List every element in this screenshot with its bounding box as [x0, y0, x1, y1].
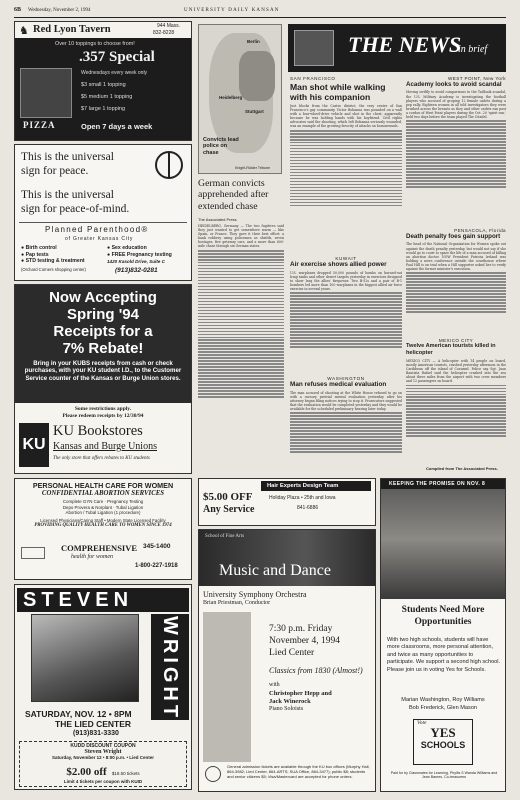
yes-headline1: Students Need More	[401, 605, 485, 615]
music-with: with	[269, 682, 280, 688]
ku-bookstores-ad	[14, 284, 192, 474]
phc-clinic: COMPREHENSIVE	[61, 543, 138, 553]
sw-phone: (913)831-3330	[73, 730, 119, 737]
red-lyon-line4: $7 large 1 topping	[81, 106, 126, 112]
news-banner	[288, 24, 506, 72]
hair-location: Holiday Plaza • 25th and Iowa	[269, 495, 336, 501]
map-label: Stuttgart	[245, 109, 264, 114]
paper-name: UNIVERSITY DAILY KANSAN	[184, 7, 280, 13]
yes-logo-vote: Vote	[417, 720, 427, 726]
phc-service: Complete GYN Care	[62, 499, 104, 504]
phc-note: Licensed Physicians/Caring Staff • Modern State Licensed Facility	[40, 517, 166, 523]
yes-banner: KEEPING THE PROMISE ON NOV. 8	[389, 481, 486, 487]
sw-price: $2.00 off	[66, 766, 107, 778]
sf-body-text: Just blocks from the Castro district, the very center of San Francisco's gay community, Victor Bohanna was pounded on a wall with a four-wheel-drive vehicle and shot in the chest, apparently because he was holding hands with his boyfriend. Civil rights advocates said the shooting, which left Bohanna seriously wounded, was an example of the growing ferocity of attacks on homosexuals.	[290, 104, 402, 129]
sw-name2: WRIGHT	[159, 616, 181, 722]
kubs-subtitle: Kansas and Burge Unions	[53, 441, 157, 452]
music-admission: General admission tickets are available through the KU box offices (Murphy Hall, 864-3982; Lied Center, 864-ARTS; SUA Office, 864-3477); public $8; students and senior citizens $5; Visa/Mastercard are accepted for phone orders.	[227, 764, 370, 779]
map-label: Heidelberg	[219, 95, 243, 100]
map-title: Convicts lead police on chase	[203, 137, 239, 156]
washington-body	[290, 391, 402, 475]
hair-offer2: Any Service	[203, 504, 255, 515]
sw-venue: THE LIED CENTER	[55, 719, 132, 729]
pp-service: Pap tests	[25, 251, 49, 258]
pensacola-headline: Death penalty foes gain support	[406, 233, 501, 240]
west-point-body-text: Moving swiftly to avoid comparisons to the Tailhook scandal, the U.S. Military Academy is investigating the football players who accused of groping 12 female cadets during a pep rally. Eighteen women in all told investigators they were brushed across the breasts as they and other cadets ran past a cordon of West Point players during the Oct. 20 'spirit run,' held two days before the team played The Citadel.	[406, 90, 506, 119]
red-lyon-phone: 832-8228	[153, 30, 175, 36]
music-soloist2: Jack Winerock	[269, 698, 311, 705]
phc-phone1: 345-1400	[143, 543, 171, 550]
music-school: School of Fine Arts	[205, 534, 245, 539]
red-lyon-hours: Open 7 days a week	[81, 122, 153, 131]
german-body-text: HEIDELBERG, Germany — The two fugitives said they just wanted to get somewhere warm — like Spain, or France. They gave it their best effort: a bank robbery using policemen as shields, seven hostages, five getaway cars, and a more than 600-mile chase through six German states.	[198, 224, 284, 249]
music-dance-ad	[198, 529, 376, 792]
yes-signers2: Bob Frederick, Glen Mason	[408, 705, 478, 711]
phc-slogan: PROVIDING QUALITY HEALTH CARE TO WOMEN SINCE 1974	[34, 522, 172, 528]
red-lyon-tavern-ad	[14, 21, 192, 141]
washington-headline: Man refuses medical evaluation	[290, 381, 387, 388]
washington-dateline: WASHINGTON	[327, 376, 365, 381]
ku-seal-icon	[205, 766, 221, 782]
sw-price-note: $18.50 tickets	[111, 771, 140, 776]
map-credit: Knight-Ridder Tribune	[235, 166, 270, 170]
sw-coupon-sub: Steven Wright	[84, 749, 122, 755]
yes-body: With two high schools, students will have more classrooms, more personal attention, and twice as many opportunities to participate. We support a second high school. Please join us in voting Yes for Schools.	[387, 637, 501, 673]
sw-coupon	[19, 741, 187, 787]
news-banner-sub: in brief	[458, 44, 488, 55]
west-point-story	[406, 76, 506, 226]
schools-photo	[381, 479, 505, 599]
hair-offer: $5.00 OFF	[203, 491, 253, 503]
kuwait-dateline: KUWAIT	[335, 256, 357, 261]
yes-headline2: Opportunities	[414, 617, 472, 627]
kubs-headline1: Now Accepting	[49, 289, 157, 306]
news-banner-title: THE NEWS	[348, 32, 462, 57]
map-label: Berlin	[247, 39, 260, 44]
mexico-headline: Twelve American tourists killed in helicopter	[406, 343, 496, 356]
hair-title: Hair Experts Design Team	[267, 482, 339, 489]
west-point-body	[406, 90, 506, 222]
german-byline: The Associated Press	[198, 217, 237, 222]
pensacola-story	[406, 228, 506, 338]
pp-line3: This is the universal	[21, 189, 114, 201]
sf-dateline: SAN FRANCISCO	[290, 76, 336, 81]
mexico-body	[406, 359, 506, 465]
red-lyon-line2: $3 small 1 topping	[81, 82, 126, 88]
yes-schools-logo	[413, 719, 473, 765]
phc-services: Complete GYN Care · Pregnancy Testing Depo Provera & Norplant · Tubal Ligation Abortion / Tubal Ligation (1 procedure)	[62, 499, 144, 516]
lion-icon: ♞	[19, 24, 29, 37]
kubs-headline3: Receipts for a	[53, 323, 153, 340]
music-time: 7:30 p.m. Friday	[269, 624, 333, 634]
sf-story	[290, 76, 402, 256]
kubs-headline4: 7% Rebate!	[62, 340, 144, 357]
red-lyon-price: .357 Special	[79, 49, 155, 65]
washington-body-text: The man accused of shooting at the White House refused to go on with a cursory pretrial mental evaluation yesterday after his attorney began filing notices trying to stop it. Prosecutors suggested that the evaluation would be completed yesterday and they would be available for the scheduled preliminary hearing later today.	[290, 390, 402, 411]
music-program: Classics from 1830 (Almost!)	[269, 666, 363, 675]
mexico-story	[406, 338, 506, 464]
phc-service: Depo Provera & Norplant	[62, 504, 112, 510]
pp-subname: of Greater Kansas City	[65, 236, 134, 242]
sf-body	[290, 104, 402, 254]
page-number: 6B	[14, 7, 22, 13]
pp-location: (Orchard Corners shopping center)	[21, 267, 86, 272]
music-venue: Lied Center	[269, 648, 315, 658]
kubs-restrictions: Some restrictions apply.	[74, 406, 132, 412]
pp-address: 1420 Kasold Drive, Suite C	[107, 259, 165, 264]
kuwait-body	[290, 271, 402, 373]
steven-wright-ad	[14, 584, 192, 790]
personal-health-ad	[14, 478, 192, 580]
phc-subtitle: CONFIDENTIAL ABORTION SERVICES	[41, 490, 165, 497]
yes-logo-schools: SCHOOLS	[420, 740, 466, 750]
pensacola-body	[406, 242, 506, 336]
music-ensemble: University Symphony Orchestra	[203, 590, 307, 599]
phc-service: Tubal Ligation	[115, 504, 144, 510]
german-body	[198, 224, 284, 474]
pp-services-right: ● Sex education ● FREE Pregnancy testing	[107, 245, 172, 258]
music-title: Music and Dance	[219, 562, 331, 579]
yes-logo-yes: YES	[430, 725, 456, 740]
pizza-word: PIZZA	[23, 120, 56, 130]
kuwait-body-text: U.S. warplanes dropped 50,000 pounds of bombs on burned-out Iraqi tanks and other desert targets yesterday in exercises designed to show Iraq the allies' firepower. Two B-52s and a pair of B-1 bombers led more than 100 warplanes in the biggest allied air force exercise in several years.	[290, 270, 402, 291]
news-credit: Compiled from The Associated Press.	[426, 466, 498, 471]
west-point-dateline: WEST POINT, New York	[448, 76, 506, 81]
kuwait-headline: Air exercise shows allied power	[290, 261, 387, 268]
germany-map	[198, 24, 282, 174]
pp-line1: This is the universal	[21, 151, 114, 163]
red-lyon-name: Red Lyon Tavern	[33, 24, 111, 35]
music-header-block	[199, 530, 375, 586]
kubs-tagline: The only store that offers rebates to KU students	[53, 456, 150, 461]
phc-title: PERSONAL HEALTH CARE FOR WOMEN	[32, 481, 174, 490]
music-soloist1: Christopher Hepp and	[269, 690, 332, 697]
kubs-name: KU Bookstores	[53, 423, 143, 439]
pp-service: Sex education	[111, 245, 147, 251]
german-headline: German convicts apprehended after extended chase	[198, 178, 269, 212]
sw-coupon-date: Saturday, November 12 • 8:00 p.m. • Lied Center	[51, 755, 155, 760]
washington-story	[290, 376, 402, 474]
red-lyon-line3: $5 medium 1 topping	[81, 94, 133, 100]
hair-experts-ad	[198, 478, 376, 526]
pp-phone: (913)832-0281	[115, 267, 158, 274]
music-date: November 4, 1994	[269, 636, 340, 646]
planned-parenthood-ad	[14, 144, 192, 281]
sw-name1: STEVEN	[23, 589, 134, 611]
music-conductor: Brian Priestman, Conductor	[203, 600, 271, 606]
red-lyon-offer: Over 10 toppings to choose from!	[55, 41, 135, 47]
red-lyon-line1: Wednesdays every week only	[81, 70, 148, 76]
phc-clinic2: health for women	[71, 554, 113, 560]
kubs-headline2: Spring '94	[67, 306, 139, 323]
west-point-headline: Academy looks to avoid scandal	[406, 81, 502, 88]
masthead	[14, 6, 506, 18]
pensacola-body-text: The head of the National Organization for Women spoke out against the death penalty yesterday, but would not say if she would go to court to spare the life of a man accused of killing an abortion doctor. NOW President Patricia Ireland was holding a news conference outside the courthouse where Paul Hill is on trial when a Hill supporter asked her to verify against the former minister's execution.	[406, 242, 506, 271]
music-soloist-role: Piano Soloists	[269, 706, 304, 712]
sw-date: SATURDAY, NOV. 12 • 8PM	[25, 709, 132, 719]
pensacola-dateline: PENSACOLA, Florida	[454, 228, 506, 233]
pp-line2: sign for peace.	[21, 165, 89, 177]
hair-title-bar	[261, 481, 371, 491]
pp-service: STD testing & treatment	[25, 258, 85, 265]
yes-schools-ad	[380, 478, 506, 792]
music-photo	[203, 612, 251, 762]
red-lyon-address: 944 Mass.	[157, 23, 181, 29]
pp-name: Planned Parenthood®	[45, 225, 149, 234]
kubs-deadline: Please redeem receipts by 12/30/94	[62, 413, 144, 419]
jayhawk-logo: KU	[19, 423, 49, 467]
mexico-body-text: MEXICO CITY — A helicopter with 14 people on board, mostly American tourists, crashed yesterday afternoon in the Caribbean off the island of Cozumel. Police say Sgt. Juan Bautista Rafael said the helicopter crashed into the sea about three miles from the airport with two crew members and 12 passengers on board.	[406, 358, 506, 384]
phc-card-icons	[21, 547, 45, 559]
phc-service: Abortion / Tubal Ligation (1 procedure)	[65, 510, 141, 516]
yes-signers1: Marian Washington, Roy Williams	[401, 697, 485, 703]
mexico-dateline: MEXICO CITY	[438, 338, 474, 343]
kubs-body: Bring in your KUBS receipts from cash or check purchases, with your KU student I.D., to the Customer Service counter of the Kansas or Burge Union stores.	[24, 360, 182, 382]
phc-service: Pregnancy Testing	[107, 499, 144, 504]
pp-service: FREE Pregnancy testing	[111, 251, 172, 258]
sw-coupon-foot: Limit 4 tickets per coupon with KUID	[63, 779, 143, 784]
peace-sign-icon	[155, 151, 183, 179]
yes-paid-by: Paid for by Classmates for Learning, Phyllis S Wanda Williams and Jean Barnes, Co-treasurers	[390, 771, 498, 780]
hair-phone: 841-6886	[297, 505, 319, 511]
kuwait-story	[290, 256, 402, 374]
pp-services-left: ● Birth control ● Pap tests ● STD testing & treatment	[21, 245, 85, 265]
masthead-date: Wednesday, November 2, 1994	[28, 7, 91, 13]
newspaper-icon	[294, 30, 334, 66]
steven-wright-photo	[31, 614, 139, 702]
pp-service: Birth control	[25, 245, 57, 251]
pizza-box-illustration	[20, 68, 72, 118]
pp-divider	[19, 222, 187, 223]
phc-phone2: 1-800-227-1918	[135, 563, 178, 569]
sw-coupon-title: KUDD DISCOUNT COUPON	[70, 743, 136, 749]
sf-headline: Man shot while walking with his companion	[290, 82, 386, 102]
pp-line4: sign for peace-of-mind.	[21, 203, 130, 215]
